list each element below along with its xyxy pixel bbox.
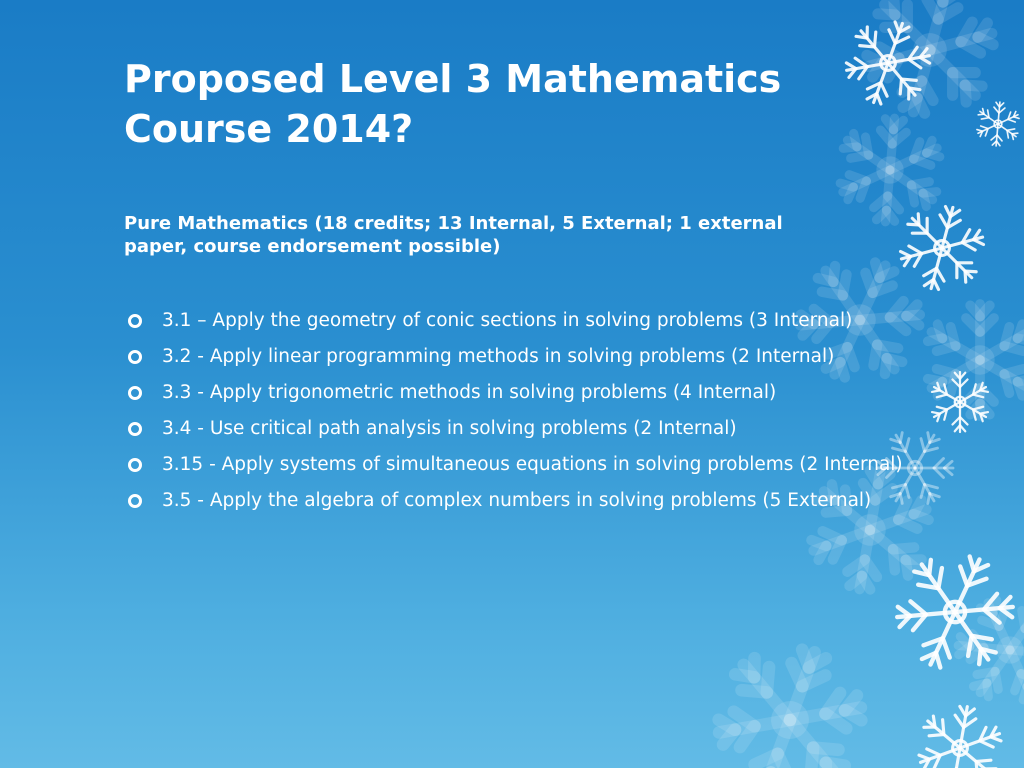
ring-bullet-icon [128, 494, 142, 508]
list-item-text: 3.15 - Apply systems of simultaneous equations in solving problems (2 Internal) [162, 454, 903, 475]
slide-title: Proposed Level 3 Mathematics Course 2014? [124, 57, 782, 151]
list-item-text: 3.1 – Apply the geometry of conic sections in solving problems (3 Internal) [162, 310, 853, 331]
list-item [124, 453, 904, 476]
list-item [124, 309, 904, 332]
list-item [124, 345, 904, 368]
list-item-text: 3.4 - Use critical path analysis in solving problems (2 Internal) [162, 418, 737, 439]
list-item-text: 3.5 - Apply the algebra of complex numbers in solving problems (5 External) [162, 490, 872, 511]
list-item [124, 417, 904, 440]
ring-bullet-icon [128, 314, 142, 328]
list-item [124, 489, 904, 512]
ring-bullet-icon [128, 422, 142, 436]
ring-bullet-icon [128, 458, 142, 472]
ring-bullet-icon [128, 350, 142, 364]
list-item-text: 3.2 - Apply linear programming methods in solving problems (2 Internal) [162, 346, 835, 367]
ring-bullet-icon [128, 386, 142, 400]
slide-subtitle: Pure Mathematics (18 credits; 13 Internal, 5 External; 1 external paper, course endorsement possible) [124, 213, 783, 257]
list-item [124, 381, 904, 404]
list-item-text: 3.3 - Apply trigonometric methods in solving problems (4 Internal) [162, 382, 777, 403]
bullet-list [124, 309, 904, 525]
